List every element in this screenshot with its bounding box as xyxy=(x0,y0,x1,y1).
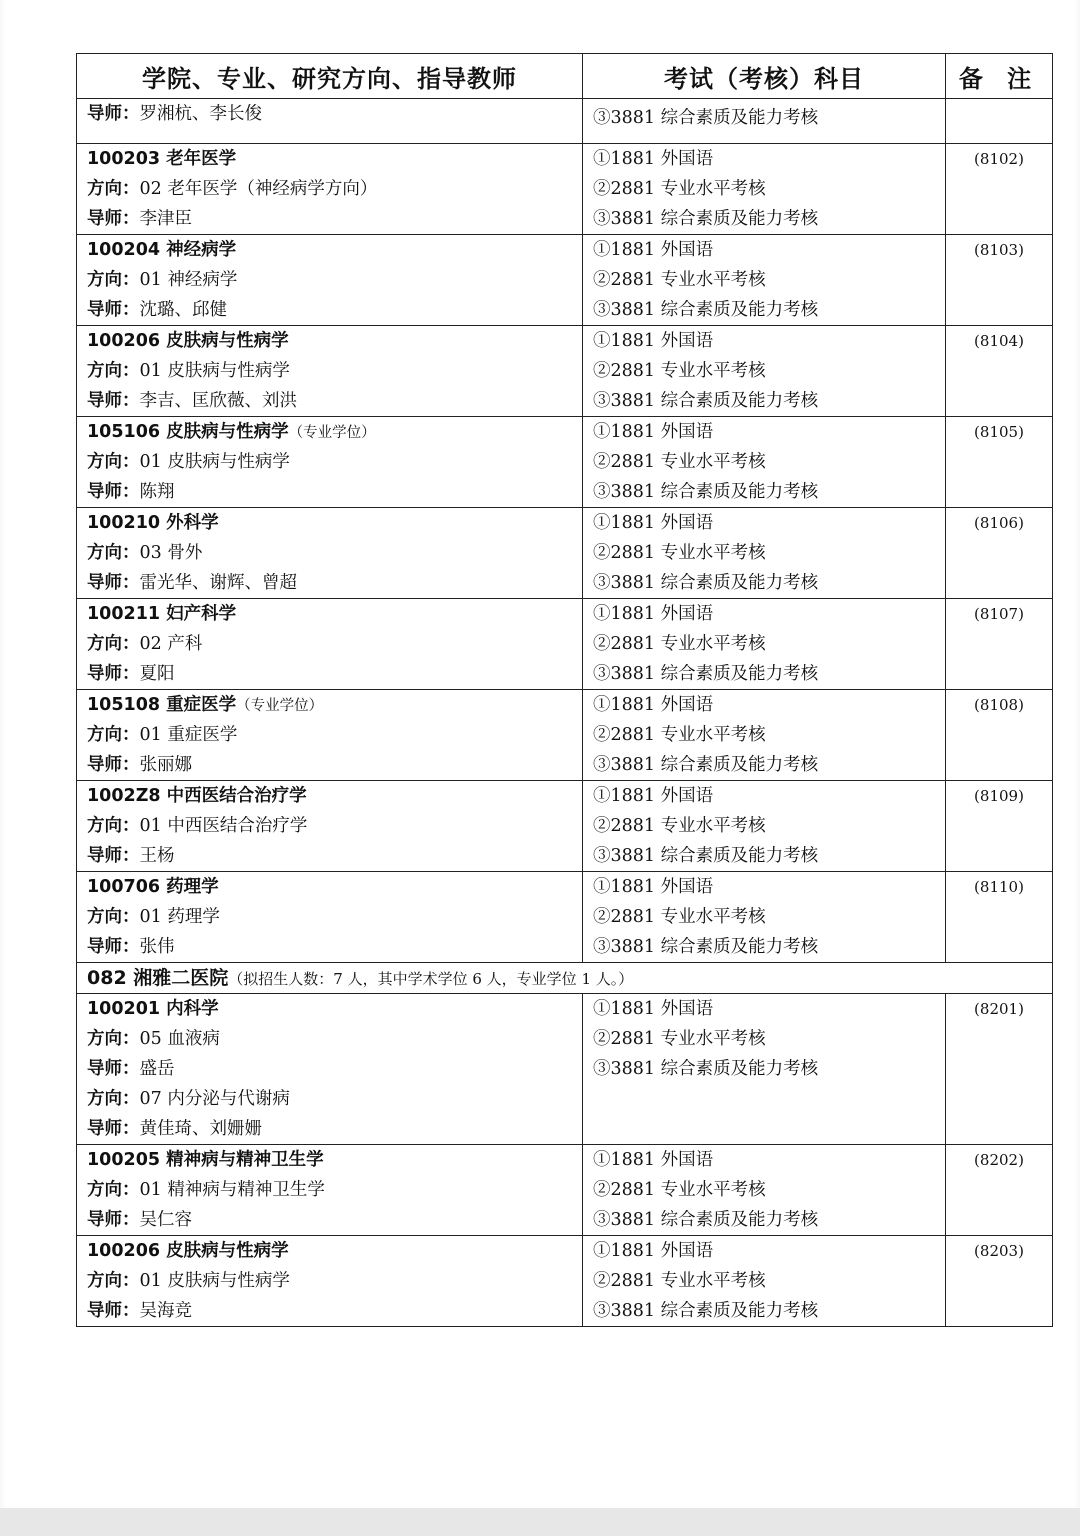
exam-subject-2: ②2881 专业水平考核 xyxy=(593,816,766,836)
note-code: (8108) xyxy=(974,696,1024,714)
major-title: 100206 皮肤病与性病学 xyxy=(87,1241,289,1261)
note-code: (8110) xyxy=(974,878,1024,896)
direction-value: 01 精神病与精神卫生学 xyxy=(139,1180,325,1200)
note-code: (8103) xyxy=(974,241,1024,259)
section-title: 082 湘雅二医院 xyxy=(87,967,229,989)
advisor-label: 导师： xyxy=(87,1210,140,1230)
exam-subject-2: ②2881 专业水平考核 xyxy=(593,1271,766,1291)
table-row xyxy=(77,599,1053,690)
degree-type: （专业学位） xyxy=(236,698,324,714)
direction-label: 方向： xyxy=(87,907,140,927)
exam-subject-2: ②2881 专业水平考核 xyxy=(593,1180,766,1200)
exam-subject-3: ③3881 综合素质及能力考核 xyxy=(593,664,819,684)
direction-label: 方向： xyxy=(87,1180,140,1200)
section-enrollment-info: （拟招生人数：7 人，其中学术学位 6 人，专业学位 1 人。） xyxy=(228,970,634,988)
direction-label: 方向： xyxy=(87,634,140,654)
direction-value: 01 皮肤病与性病学 xyxy=(139,1271,290,1291)
major-title: 100203 老年医学 xyxy=(87,149,237,169)
direction-label: 方向： xyxy=(87,1271,140,1291)
exam-subject-2: ②2881 专业水平考核 xyxy=(593,179,766,199)
note-code: (8105) xyxy=(974,423,1024,441)
note-code: (8106) xyxy=(974,514,1024,532)
advisor-names: 李津臣 xyxy=(139,209,192,229)
advisor-names: 黄佳琦、刘姗姗 xyxy=(139,1119,262,1139)
header-exam-subjects: 考试（考核）科目 xyxy=(583,54,946,99)
exam-subject-3: ③3881 综合素质及能力考核 xyxy=(593,391,819,411)
exam-subject-1: ①1881 外国语 xyxy=(593,513,714,533)
table-row xyxy=(77,781,1053,872)
exam-subject-1: ①1881 外国语 xyxy=(593,999,714,1019)
table-row xyxy=(77,508,1053,599)
header-notes: 备 注 xyxy=(946,54,1053,99)
direction-label: 方向： xyxy=(87,816,140,836)
direction-value: 01 重症医学 xyxy=(139,725,238,745)
direction-label: 方向： xyxy=(87,543,140,563)
advisor-names: 盛岳 xyxy=(139,1059,175,1079)
exam-subject-3: ③3881 综合素质及能力考核 xyxy=(593,573,819,593)
direction-value: 02 老年医学（神经病学方向） xyxy=(139,179,378,199)
table-row xyxy=(77,144,1053,235)
direction-value: 01 皮肤病与性病学 xyxy=(139,361,290,381)
admissions-table xyxy=(76,53,1053,1327)
advisor-label: 导师： xyxy=(87,664,140,684)
exam-subject-3: ③3881 综合素质及能力考核 xyxy=(593,1301,819,1321)
exam-subject-3: ③3881 综合素质及能力考核 xyxy=(593,755,819,775)
exam-subject-3: ③3881 综合素质及能力考核 xyxy=(593,937,819,957)
note-code: (8201) xyxy=(974,1000,1024,1018)
exam-subject-3: ③3881 综合素质及能力考核 xyxy=(593,1059,819,1079)
note-code: (8107) xyxy=(974,605,1024,623)
direction-label: 方向： xyxy=(87,179,140,199)
advisor-names: 张伟 xyxy=(139,937,175,957)
exam-subject-3: ③3881 综合素质及能力考核 xyxy=(593,482,819,502)
exam-subject-3: ③3881 综合素质及能力考核 xyxy=(593,108,819,128)
table-row xyxy=(77,235,1053,326)
advisor-label: 导师： xyxy=(87,1119,140,1139)
major-title: 100204 神经病学 xyxy=(87,240,237,260)
exam-subject-2: ②2881 专业水平考核 xyxy=(593,1029,766,1049)
advisor-names: 吴仁容 xyxy=(139,1210,192,1230)
advisor-label: 导师： xyxy=(87,573,140,593)
exam-subject-3: ③3881 综合素质及能力考核 xyxy=(593,300,819,320)
table-row xyxy=(77,690,1053,781)
exam-subject-2: ②2881 专业水平考核 xyxy=(593,725,766,745)
direction-label: 方向： xyxy=(87,1029,140,1049)
major-title: 100210 外科学 xyxy=(87,513,219,533)
exam-subject-2: ②2881 专业水平考核 xyxy=(593,270,766,290)
exam-subject-1: ①1881 外国语 xyxy=(593,240,714,260)
table-row xyxy=(77,1145,1053,1236)
direction-value: 02 产科 xyxy=(139,634,203,654)
advisor-names: 吴海竞 xyxy=(139,1301,192,1321)
advisor-names: 沈璐、邱健 xyxy=(139,300,227,320)
exam-subject-2: ②2881 专业水平考核 xyxy=(593,543,766,563)
exam-subject-1: ①1881 外国语 xyxy=(593,422,714,442)
table-row xyxy=(77,994,1053,1145)
exam-subject-2: ②2881 专业水平考核 xyxy=(593,634,766,654)
note-code: (8203) xyxy=(974,1242,1024,1260)
advisor-label: 导师： xyxy=(87,209,140,229)
exam-subject-1: ①1881 外国语 xyxy=(593,331,714,351)
note-code: (8104) xyxy=(974,332,1024,350)
table-row xyxy=(77,326,1053,417)
note-code: (8202) xyxy=(974,1151,1024,1169)
major-title: 105106 皮肤病与性病学 xyxy=(87,422,289,442)
direction-value: 01 皮肤病与性病学 xyxy=(139,452,290,472)
advisor-names: 罗湘杭、李长俊 xyxy=(139,104,262,124)
direction-label: 方向： xyxy=(87,725,140,745)
advisor-names: 陈翔 xyxy=(139,482,175,502)
major-title: 100206 皮肤病与性病学 xyxy=(87,331,289,351)
advisor-label: 导师： xyxy=(87,846,140,866)
major-title: 1002Z8 中西医结合治疗学 xyxy=(87,786,307,806)
major-title: 100201 内科学 xyxy=(87,999,219,1019)
advisor-label: 导师： xyxy=(87,104,140,124)
direction-value: 03 骨外 xyxy=(139,543,203,563)
table-row xyxy=(77,99,1053,144)
section-header-row xyxy=(77,963,1053,994)
degree-type: （专业学位） xyxy=(288,425,376,441)
advisor-names: 王杨 xyxy=(139,846,175,866)
direction-value: 01 神经病学 xyxy=(139,270,238,290)
exam-subject-2: ②2881 专业水平考核 xyxy=(593,361,766,381)
advisor-names: 夏阳 xyxy=(139,664,175,684)
advisor-label: 导师： xyxy=(87,300,140,320)
exam-subject-1: ①1881 外国语 xyxy=(593,786,714,806)
exam-subject-1: ①1881 外国语 xyxy=(593,877,714,897)
exam-subject-1: ①1881 外国语 xyxy=(593,1150,714,1170)
exam-subject-1: ①1881 外国语 xyxy=(593,604,714,624)
note-code: (8109) xyxy=(974,787,1024,805)
direction-value: 07 内分泌与代谢病 xyxy=(139,1089,290,1109)
major-title: 105108 重症医学 xyxy=(87,695,237,715)
exam-subject-2: ②2881 专业水平考核 xyxy=(593,907,766,927)
major-title: 100205 精神病与精神卫生学 xyxy=(87,1150,324,1170)
page-bottom-edge xyxy=(0,1508,1080,1536)
exam-subject-3: ③3881 综合素质及能力考核 xyxy=(593,846,819,866)
advisor-label: 导师： xyxy=(87,391,140,411)
advisor-names: 李吉、匡欣薇、刘洪 xyxy=(139,391,297,411)
advisor-label: 导师： xyxy=(87,937,140,957)
header-college-major-advisor: 学院、专业、研究方向、指导教师 xyxy=(77,54,583,99)
table-row xyxy=(77,417,1053,508)
advisor-label: 导师： xyxy=(87,1059,140,1079)
advisor-names: 张丽娜 xyxy=(139,755,192,775)
major-title: 100706 药理学 xyxy=(87,877,219,897)
direction-value: 05 血液病 xyxy=(139,1029,220,1049)
table-header-row xyxy=(77,54,1053,99)
exam-subject-2: ②2881 专业水平考核 xyxy=(593,452,766,472)
advisor-label: 导师： xyxy=(87,1301,140,1321)
direction-value: 01 中西医结合治疗学 xyxy=(139,816,308,836)
major-title: 100211 妇产科学 xyxy=(87,604,237,624)
advisor-label: 导师： xyxy=(87,482,140,502)
direction-label: 方向： xyxy=(87,270,140,290)
direction-label: 方向： xyxy=(87,361,140,381)
table-row xyxy=(77,872,1053,963)
direction-value: 01 药理学 xyxy=(139,907,220,927)
direction-label: 方向： xyxy=(87,452,140,472)
note-code: (8102) xyxy=(974,150,1024,168)
advisor-label: 导师： xyxy=(87,755,140,775)
exam-subject-1: ①1881 外国语 xyxy=(593,695,714,715)
exam-subject-3: ③3881 综合素质及能力考核 xyxy=(593,1210,819,1230)
table-row xyxy=(77,1236,1053,1327)
exam-subject-1: ①1881 外国语 xyxy=(593,1241,714,1261)
exam-subject-1: ①1881 外国语 xyxy=(593,149,714,169)
direction-label: 方向： xyxy=(87,1089,140,1109)
advisor-names: 雷光华、谢辉、曾超 xyxy=(139,573,297,593)
exam-subject-3: ③3881 综合素质及能力考核 xyxy=(593,209,819,229)
